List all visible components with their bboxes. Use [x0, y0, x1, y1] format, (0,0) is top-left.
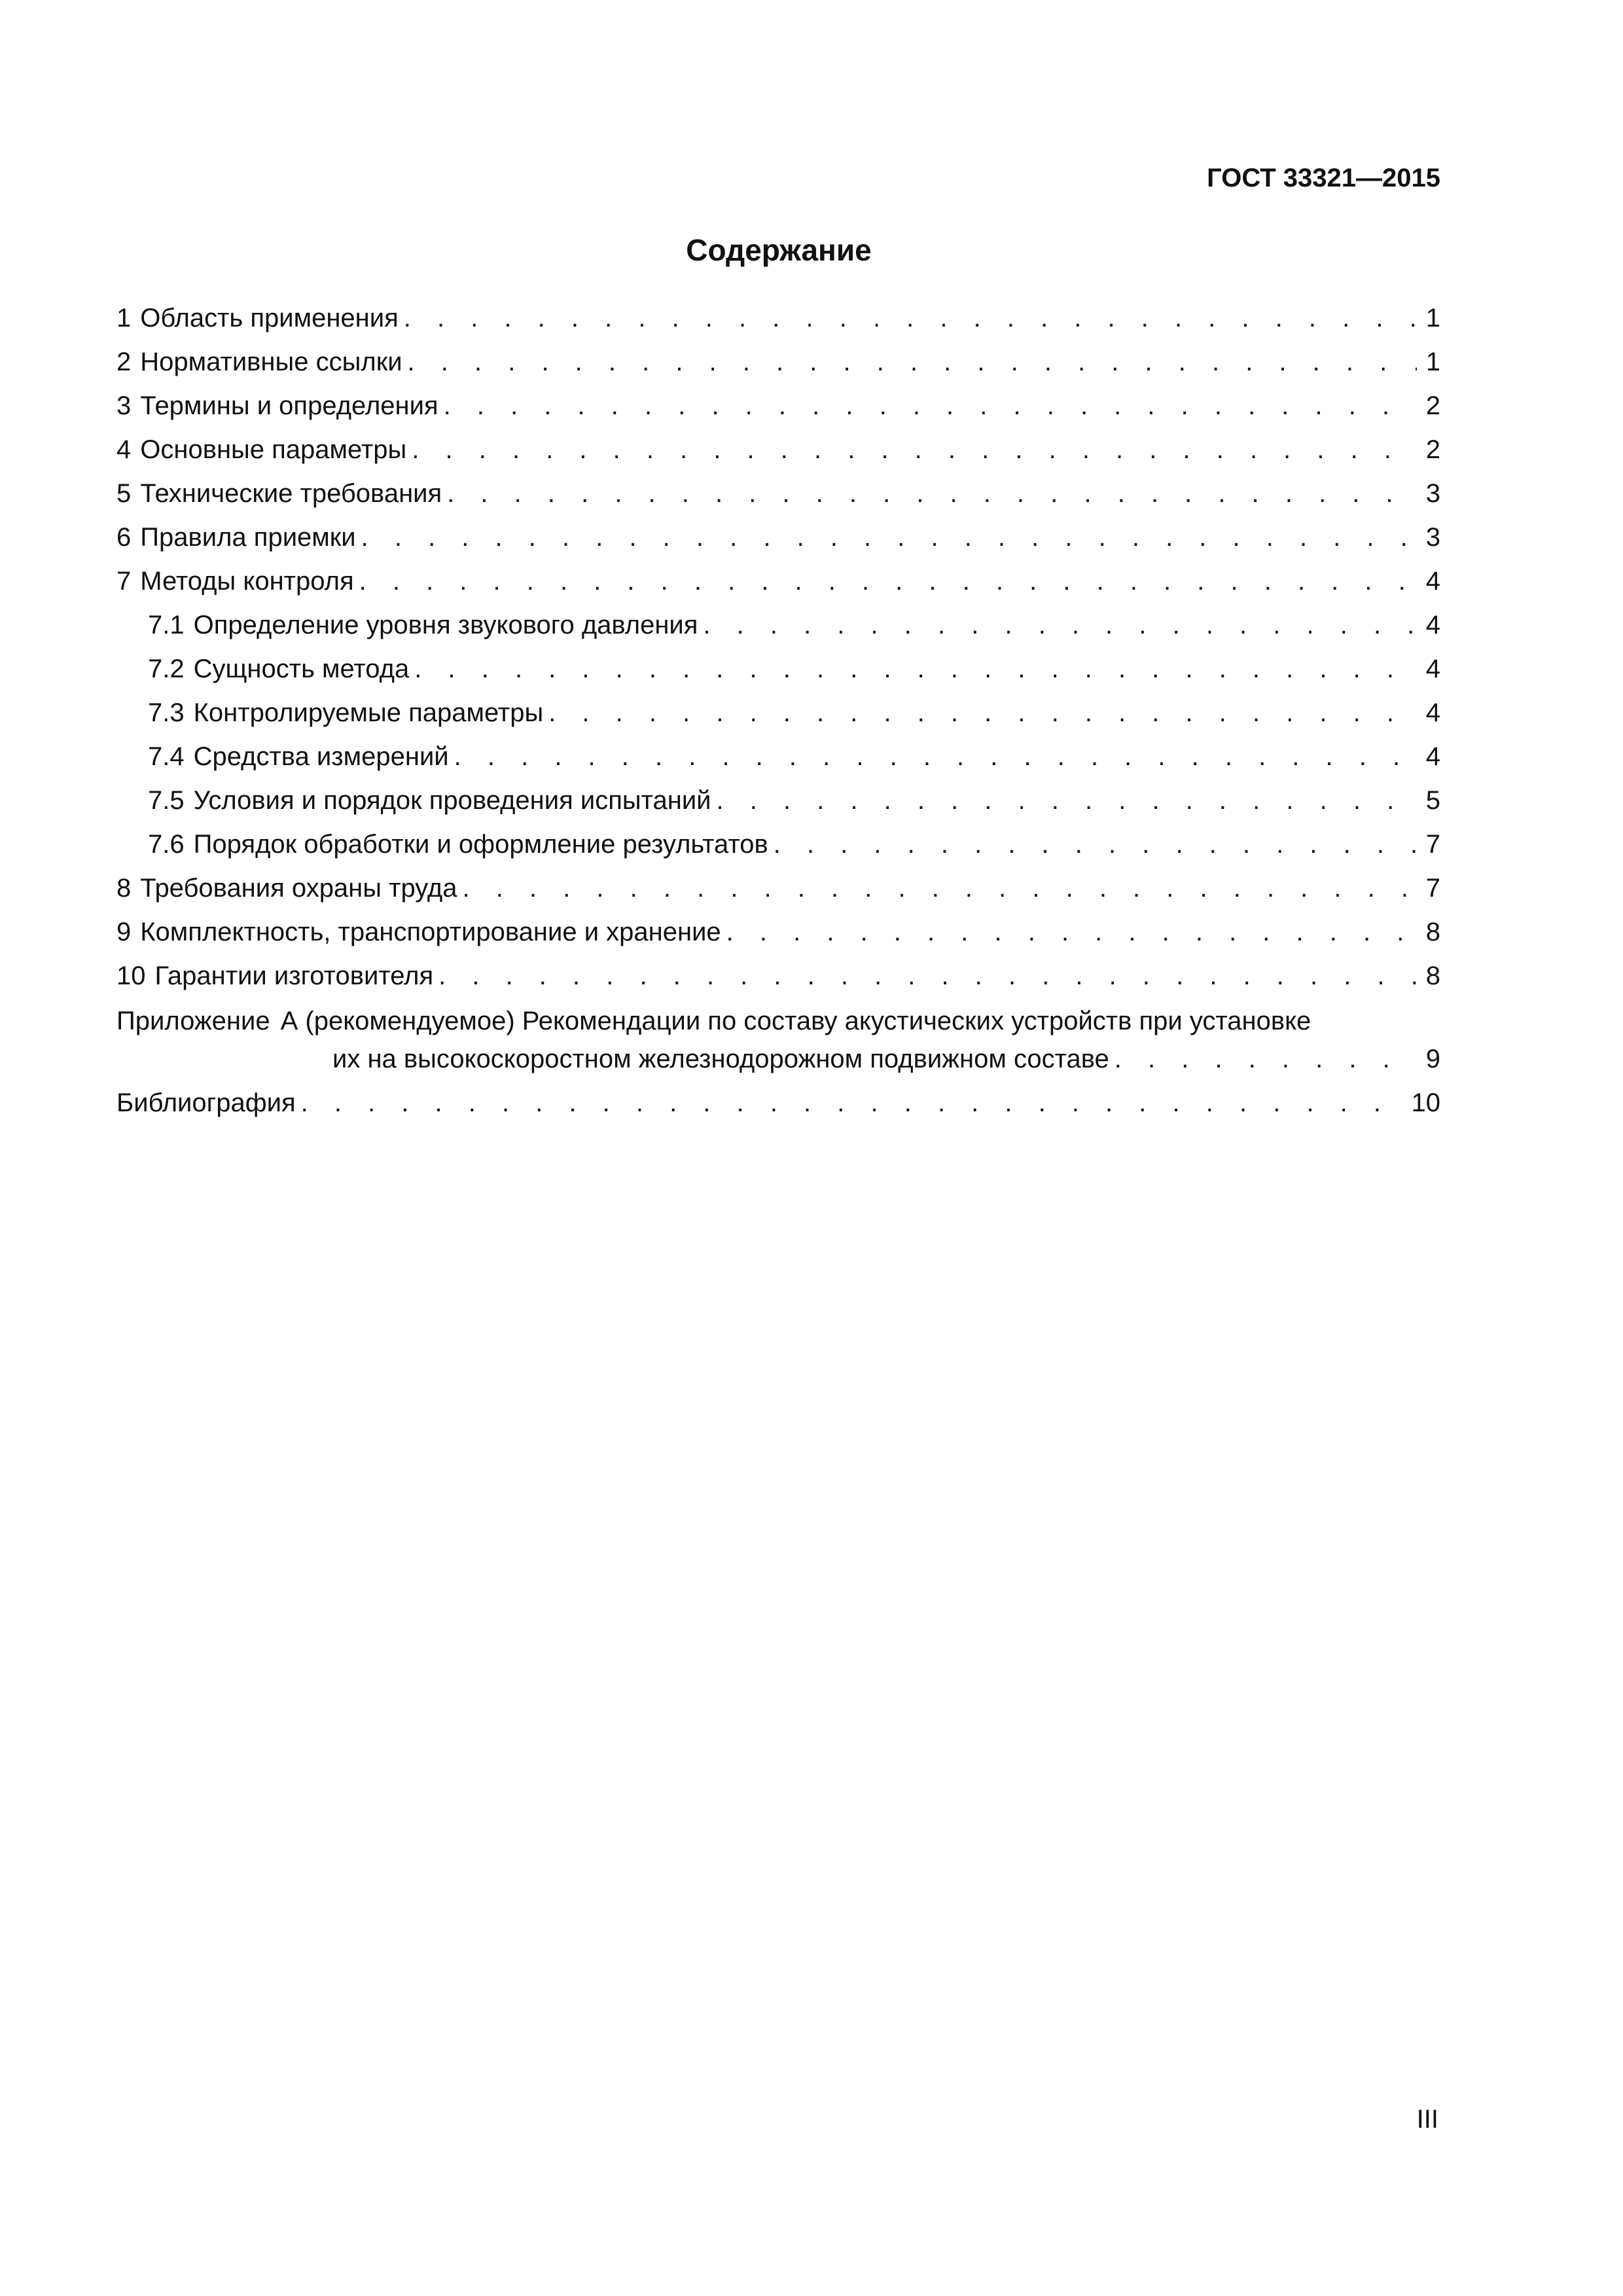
- dot-leader: [359, 563, 1417, 600]
- toc-entry-number: 9: [116, 918, 132, 946]
- toc-entry-page: 4: [1425, 611, 1440, 639]
- toc-entry-number: 7.2: [148, 655, 185, 683]
- dot-leader: [412, 431, 1417, 468]
- toc-entry-page: 4: [1425, 655, 1440, 683]
- toc-entry-label: Библиография: [116, 1088, 296, 1117]
- dot-leader: [414, 651, 1417, 687]
- toc-entry[interactable]: [116, 914, 1440, 958]
- toc-entry[interactable]: [116, 870, 1440, 914]
- toc-entry-number: 7.6: [148, 830, 185, 859]
- toc-entry[interactable]: [116, 519, 1440, 563]
- document-code: ГОСТ 33321—2015: [1207, 164, 1440, 192]
- toc-entry[interactable]: [116, 431, 1440, 475]
- toc-entry[interactable]: [116, 563, 1440, 607]
- dot-leader: [301, 1085, 1406, 1121]
- toc-entry-label: Гарантии изготовителя: [154, 961, 434, 990]
- toc-entry-label: Комплектность, транспортирование и хранение: [140, 918, 721, 946]
- dot-leader: [1115, 1041, 1417, 1077]
- dot-leader: [548, 694, 1417, 731]
- toc-subentry[interactable]: [116, 607, 1440, 651]
- toc-entry-label: Термины и определения: [140, 391, 438, 420]
- toc-entry-page: 7: [1425, 874, 1440, 903]
- toc-entry-number: 7.1: [148, 611, 185, 639]
- toc-entry-page: 2: [1425, 391, 1440, 420]
- toc-entry-page: 2: [1425, 435, 1440, 464]
- dot-leader: [454, 738, 1417, 775]
- toc-entry[interactable]: [116, 958, 1440, 1001]
- annex-title-line1: А (рекомендуемое) Рекомендации по составу акустических устройств при установке: [280, 1007, 1311, 1035]
- toc-entry-number: 7.5: [148, 786, 185, 815]
- toc-entry-number: 6: [116, 523, 132, 552]
- toc-entry[interactable]: [116, 387, 1440, 431]
- dot-leader: [726, 914, 1417, 950]
- toc-subentry[interactable]: [116, 738, 1440, 782]
- toc-entry-page: 3: [1425, 479, 1440, 508]
- toc-entry-number: 7: [116, 567, 132, 596]
- toc-entry-label: Порядок обработки и оформление результатов: [193, 830, 768, 859]
- toc-entry-page: 1: [1425, 348, 1440, 376]
- toc-entry-page: 10: [1411, 1088, 1440, 1117]
- toc-entry-label: Нормативные ссылки: [140, 348, 402, 376]
- toc-entry-number: 8: [116, 874, 132, 903]
- dot-leader: [361, 519, 1417, 556]
- dot-leader: [703, 607, 1417, 643]
- toc-subentry[interactable]: [116, 782, 1440, 826]
- toc-entry-number: 5: [116, 479, 132, 508]
- toc-entry-number: 1: [116, 304, 132, 332]
- toc-bibliography-entry[interactable]: [116, 1085, 1440, 1128]
- toc-entry-label: Правила приемки: [140, 523, 356, 552]
- dot-leader: [447, 475, 1417, 512]
- toc-entry-label: Основные параметры: [140, 435, 407, 464]
- toc-entry-label: Средства измерений: [193, 742, 449, 771]
- toc-entry-label: Технические требования: [140, 479, 442, 508]
- dot-leader: [774, 826, 1417, 863]
- dot-leader: [463, 870, 1417, 906]
- toc-entry-page: 8: [1425, 961, 1440, 990]
- toc-entry-page: 4: [1425, 742, 1440, 771]
- toc-entry-label: Область применения: [140, 304, 399, 332]
- toc-entry-label: Методы контроля: [140, 567, 354, 596]
- dot-leader: [404, 300, 1417, 336]
- toc-entry-number: 4: [116, 435, 132, 464]
- toc-entry-page: 8: [1425, 918, 1440, 946]
- toc-entry-page: 5: [1425, 786, 1440, 815]
- toc-entry-label: Условия и порядок проведения испытаний: [193, 786, 711, 815]
- toc-subentry[interactable]: [116, 826, 1440, 870]
- toc-entry-number: 2: [116, 348, 132, 376]
- dot-leader: [444, 387, 1417, 424]
- toc-entry[interactable]: [116, 300, 1440, 344]
- toc-entry-number: 7.3: [148, 698, 185, 727]
- toc-entry-page: 9: [1425, 1045, 1440, 1073]
- annex-prefix: Приложение: [116, 1007, 270, 1035]
- toc-entry-number: 3: [116, 391, 132, 420]
- toc-entry-number: 7.4: [148, 742, 185, 771]
- toc-entry[interactable]: [116, 475, 1440, 519]
- toc-entry-page: 4: [1425, 567, 1440, 596]
- dot-leader: [717, 782, 1417, 819]
- dot-leader: [438, 958, 1417, 994]
- annex-title-line2: их на высокоскоростном железнодорожном подвижном составе: [332, 1045, 1109, 1073]
- toc-subentry[interactable]: [116, 651, 1440, 694]
- toc-entry-page: 1: [1425, 304, 1440, 332]
- toc-entry-number: 10: [116, 961, 146, 990]
- toc-subentry[interactable]: [116, 694, 1440, 738]
- toc-entry[interactable]: [116, 344, 1440, 387]
- toc-entry-label: Контролируемые параметры: [193, 698, 544, 727]
- dot-leader: [408, 344, 1417, 380]
- page-number: III: [1416, 2105, 1438, 2134]
- toc-entry-label: Определение уровня звукового давления: [193, 611, 698, 639]
- toc-entry-page: 7: [1425, 830, 1440, 859]
- toc-entry-page: 3: [1425, 523, 1440, 552]
- toc-entry-page: 4: [1425, 698, 1440, 727]
- toc-title: Содержание: [686, 233, 872, 267]
- toc-entry-label: Требования охраны труда: [140, 874, 457, 903]
- table-of-contents: [116, 300, 1440, 1128]
- toc-annex-entry[interactable]: [116, 1003, 1440, 1085]
- toc-entry-label: Сущность метода: [193, 655, 410, 683]
